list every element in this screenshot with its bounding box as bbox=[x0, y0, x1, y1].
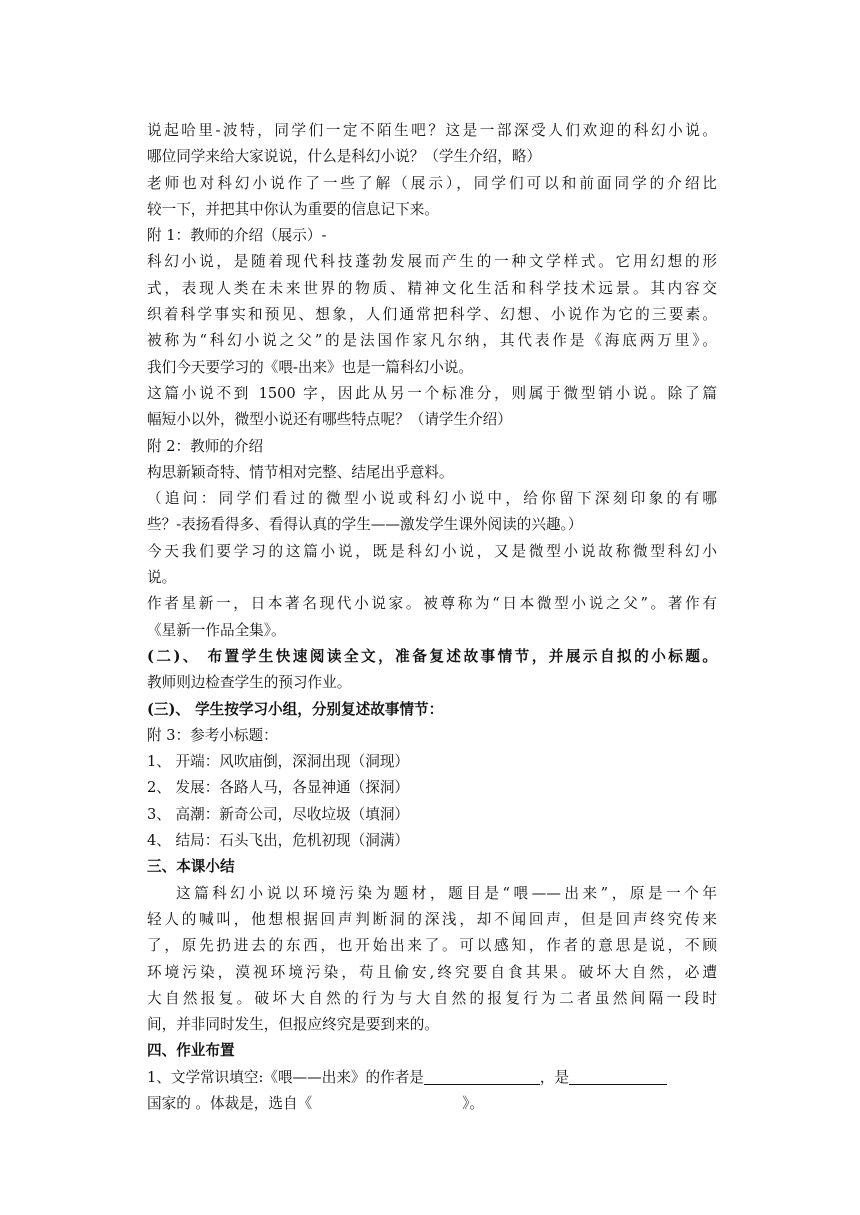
text-line: 较一下，并把其中你认为重要的信息记下来。 bbox=[147, 200, 439, 218]
text-line: 织着科学事实和预见、想象，人们通常把科学、幻想、小说作为它的三要素。 bbox=[147, 306, 717, 324]
list-item: 3、 高潮：新奇公司，尽收垃圾（填洞） bbox=[147, 805, 410, 823]
text-line: 我们今天要学习的《喂-出来》也是一篇科幻小说。 bbox=[147, 358, 473, 376]
text-line: 这篇科幻小说以环境污染为题材，题目是“喂——出来”，原是一个年 bbox=[176, 884, 717, 902]
text-line: 作者星新一，日本著名现代小说家。被尊称为“日本微型小说之父”。著作有 bbox=[147, 595, 717, 613]
text-line: 被称为“科幻小说之父”的是法国作家凡尔纳，其代表作是《海底两万里》。 bbox=[147, 332, 717, 350]
text-line: （追问：同学们看过的微型小说或科幻小说中，给你留下深刻印象的有哪 bbox=[147, 490, 717, 508]
list-item: 1、 开端：风吹庙倒，深洞出现（洞现） bbox=[147, 753, 410, 771]
text-line: 了，原先扔进去的东西，也开始出来了。可以感知，作者的意思是说，不顾 bbox=[147, 937, 717, 955]
text-line: 科幻小说，是随着现代科技蓬勃发展而产生的一种文学样式。它用幻想的形 bbox=[147, 253, 717, 271]
text-line: 今天我们要学习的这篇小说，既是科幻小说，又是微型小说故称微型科幻小 bbox=[147, 542, 717, 560]
homework-text: 国家的 。体裁是，选自《 bbox=[147, 1094, 313, 1112]
text-line: 附 3：参考小标题： bbox=[147, 726, 278, 744]
section-heading: (三)、 学生按学习小组，分别复述故事情节： bbox=[147, 700, 444, 718]
text-line: 些？-表扬看得多、看得认真的学生——激发学生课外阅读的兴趣。） bbox=[147, 516, 583, 534]
fill-blank bbox=[569, 1068, 667, 1085]
text-line: 附 1：教师的介绍（展示）- bbox=[147, 227, 327, 245]
text-line: 教师则边检查学生的预习作业。 bbox=[147, 674, 352, 692]
text-line: 附 2：教师的介绍 bbox=[147, 437, 264, 455]
text-line: 环境污染，漠视环境污染，苟且偷安,终究要自食其果。破坏大自然，必遭 bbox=[147, 963, 717, 981]
text-line: 《星新一作品全集》。 bbox=[147, 621, 286, 639]
text-line: 幅短小以外，微型小说还有哪些特点呢？（请学生介绍） bbox=[147, 411, 512, 429]
text-line: 说起哈里-波特，同学们一定不陌生吧？这是一部深受人们欢迎的科幻小说。 bbox=[147, 122, 717, 139]
text-line: 轻人的喊叫，他想根据回声判断洞的深浅，却不闻回声，但是回声终究传来 bbox=[147, 910, 717, 928]
text-line: 老师也对科幻小说作了一些了解（展示），同学们可以和前面同学的介绍比 bbox=[147, 174, 717, 192]
homework-text: 1、文学常识填空:《喂——出来》的作者是 bbox=[147, 1068, 424, 1086]
homework-line-2 bbox=[147, 1091, 717, 1117]
list-item: 2、 发展：各路人马，各显神通（探洞） bbox=[147, 779, 410, 797]
text-line: 大自然报复。破坏大自然的行为与大自然的报复行为二者虽然间隔一段时 bbox=[147, 989, 717, 1007]
text-line: 式，表现人类在未来世界的物质、精神文化生活和科学技术远景。其内容交 bbox=[147, 279, 717, 297]
text-line: 哪位同学来给大家说说，什么是科幻小说？（学生介绍，略） bbox=[147, 148, 542, 166]
fill-blank bbox=[424, 1068, 540, 1085]
text-line: 说。 bbox=[147, 569, 177, 587]
section-heading: 四、作业布置 bbox=[147, 1042, 235, 1060]
text-line: 这篇小说不到 1500 字，因此从另一个标准分，则属于微型销小说。除了篇 bbox=[147, 384, 717, 402]
list-item: 4、 结局：石头飞出，危机初现（洞满） bbox=[147, 832, 410, 850]
text-line: 构思新颖奇特、情节相对完整、结尾出乎意料。 bbox=[147, 463, 454, 481]
section-heading: 三、本课小结 bbox=[147, 858, 235, 876]
homework-text: 》。 bbox=[462, 1094, 485, 1112]
text-line: 间，并非同时发生，但报应终究是要到来的。 bbox=[147, 1016, 439, 1034]
homework-line-1 bbox=[147, 1065, 717, 1091]
document-page bbox=[147, 118, 717, 1117]
section-heading: (二)、 布置学生快速阅读全文，准备复述故事情节，并展示自拟的小标题。 bbox=[147, 647, 717, 665]
homework-text: ，是 bbox=[539, 1068, 570, 1086]
